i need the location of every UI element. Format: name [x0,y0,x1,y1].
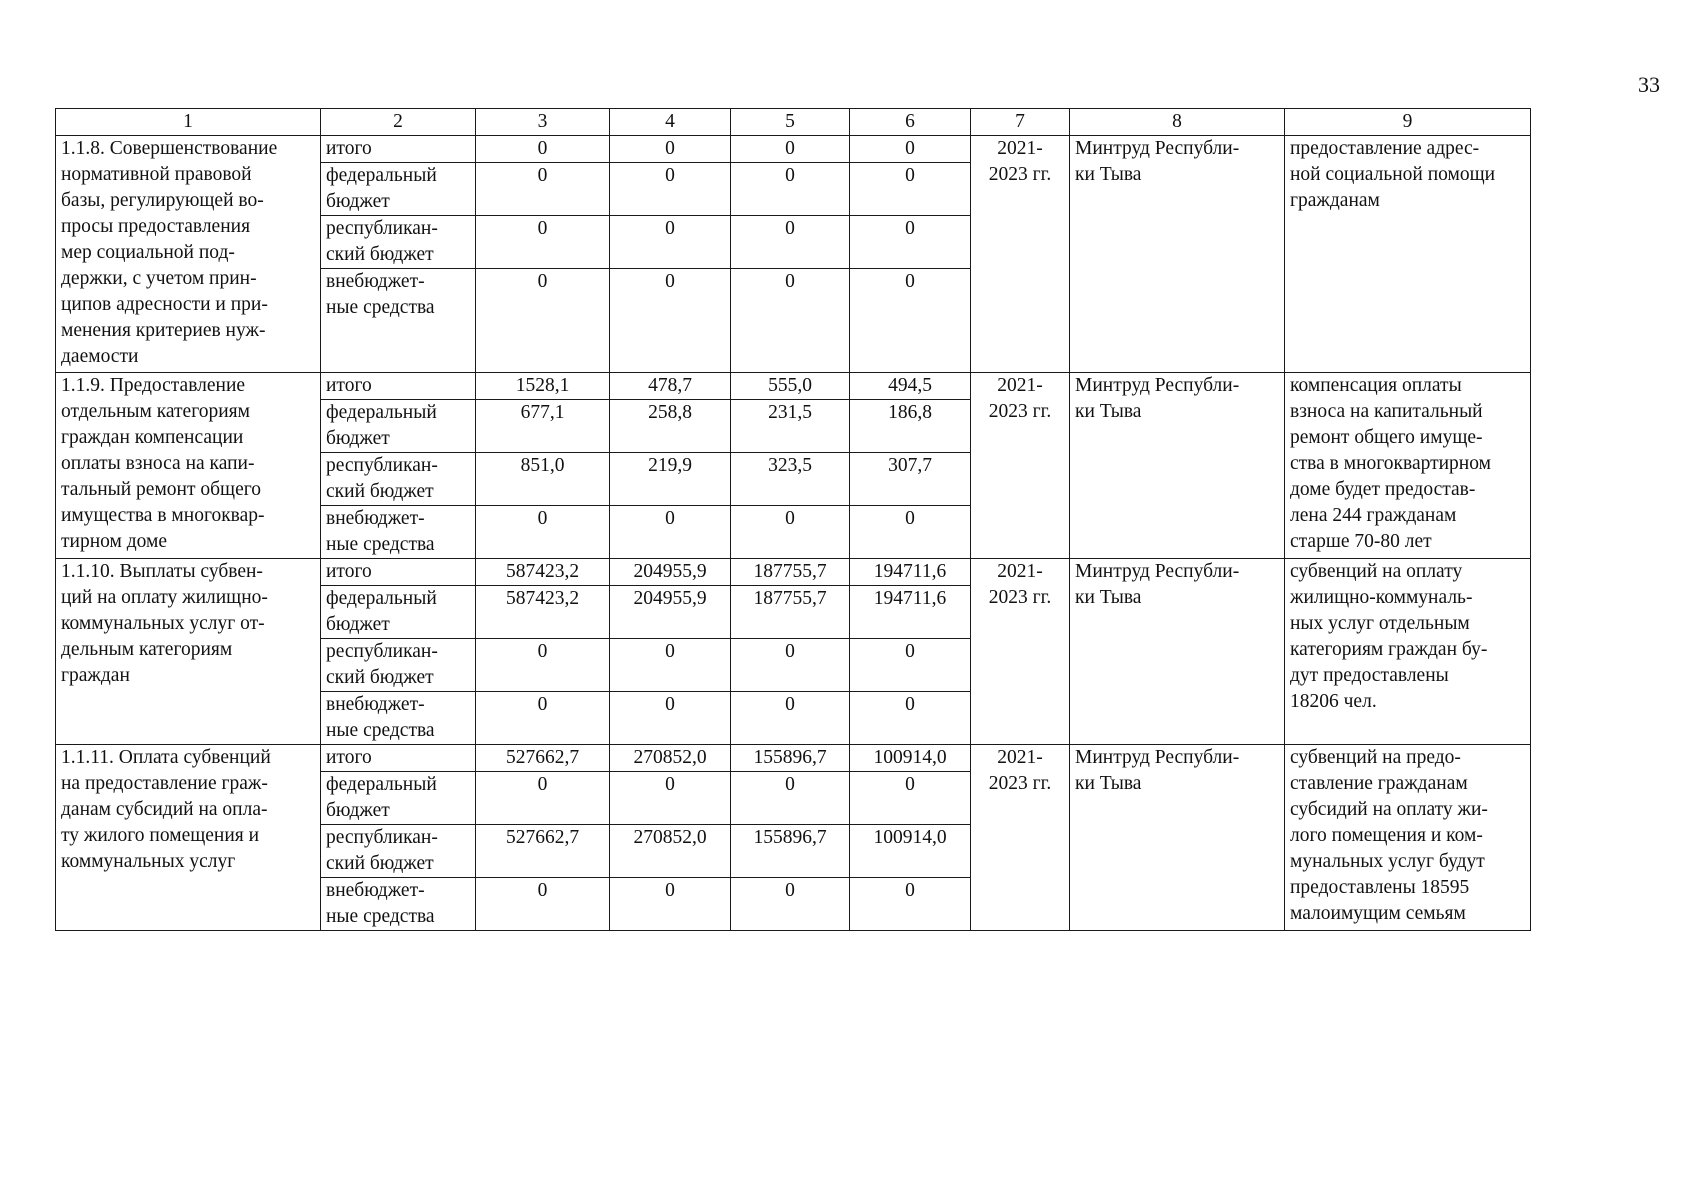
amount-cell: 187755,7 [731,586,850,639]
amount-cell: 0 [731,772,850,825]
funding-source: внебюджет- ные средства [321,506,476,559]
column-number-9: 9 [1285,109,1531,136]
measure-description: 1.1.10. Выплаты субвен- ций на оплату жилищно- коммунальных услуг от- дельным категориям граждан [56,559,321,745]
amount-cell: 0 [731,136,850,163]
table-row [56,136,1531,163]
funding-source: внебюджет- ные средства [321,269,476,373]
funding-source: итого [321,559,476,586]
funding-source: республикан- ский бюджет [321,216,476,269]
column-number-6: 6 [850,109,971,136]
funding-source: федеральный бюджет [321,163,476,216]
amount-cell: 0 [850,136,971,163]
column-number-2: 2 [321,109,476,136]
amount-cell: 0 [610,878,731,931]
funding-source: федеральный бюджет [321,400,476,453]
amount-cell: 204955,9 [610,559,731,586]
measure-description: 1.1.8. Совершенствование нормативной правовой базы, регулирующей во- просы предоставления мер социальной под- держки, с учетом прин- ципов адресности и при- менения критериев нуж- даемости [56,136,321,373]
amount-cell: 219,9 [610,453,731,506]
amount-cell: 0 [850,269,971,373]
column-number-5: 5 [731,109,850,136]
amount-cell: 194711,6 [850,586,971,639]
amount-cell: 0 [476,639,610,692]
responsible-executor: Минтруд Республи- ки Тыва [1070,136,1285,373]
funding-source: итого [321,745,476,772]
amount-cell: 204955,9 [610,586,731,639]
amount-cell: 0 [476,692,610,745]
amount-cell: 677,1 [476,400,610,453]
implementation-period: 2021- 2023 гг. [971,373,1070,559]
expected-result: субвенций на оплату жилищно-коммуналь- ных услуг отдельным категориям граждан бу- дут предоставлены 18206 чел. [1285,559,1531,745]
amount-cell: 851,0 [476,453,610,506]
amount-cell: 0 [476,506,610,559]
amount-cell: 186,8 [850,400,971,453]
amount-cell: 0 [731,506,850,559]
amount-cell: 0 [610,506,731,559]
amount-cell: 527662,7 [476,745,610,772]
funding-source: внебюджет- ные средства [321,878,476,931]
amount-cell: 0 [476,269,610,373]
amount-cell: 0 [731,878,850,931]
amount-cell: 270852,0 [610,825,731,878]
funding-source: итого [321,136,476,163]
amount-cell: 0 [476,163,610,216]
program-measures-table [55,108,1531,931]
page-number: 33 [1638,72,1660,97]
amount-cell: 231,5 [731,400,850,453]
amount-cell: 0 [731,269,850,373]
expected-result: субвенций на предо- ставление гражданам субсидий на оплату жи- лого помещения и ком- мунальных услуг будут предоставлены 18595 малоимущим семьям [1285,745,1531,931]
amount-cell: 155896,7 [731,825,850,878]
header-row [56,109,1531,136]
funding-source: республикан- ский бюджет [321,453,476,506]
table-row [56,745,1531,772]
funding-source: федеральный бюджет [321,772,476,825]
amount-cell: 1528,1 [476,373,610,400]
amount-cell: 478,7 [610,373,731,400]
implementation-period: 2021- 2023 гг. [971,745,1070,931]
amount-cell: 0 [610,136,731,163]
funding-source: республикан- ский бюджет [321,825,476,878]
column-number-3: 3 [476,109,610,136]
responsible-executor: Минтруд Республи- ки Тыва [1070,745,1285,931]
amount-cell: 0 [610,216,731,269]
funding-source: внебюджет- ные средства [321,692,476,745]
amount-cell: 323,5 [731,453,850,506]
responsible-executor: Минтруд Республи- ки Тыва [1070,373,1285,559]
amount-cell: 527662,7 [476,825,610,878]
amount-cell: 0 [476,772,610,825]
amount-cell: 0 [850,216,971,269]
column-number-1: 1 [56,109,321,136]
amount-cell: 155896,7 [731,745,850,772]
amount-cell: 0 [610,269,731,373]
amount-cell: 270852,0 [610,745,731,772]
amount-cell: 0 [731,692,850,745]
amount-cell: 258,8 [610,400,731,453]
amount-cell: 0 [610,163,731,216]
funding-source: федеральный бюджет [321,586,476,639]
amount-cell: 587423,2 [476,559,610,586]
measure-description: 1.1.9. Предоставление отдельным категориям граждан компенсации оплаты взноса на капи- тальный ремонт общего имущества в многоквар- тирном доме [56,373,321,559]
implementation-period: 2021- 2023 гг. [971,559,1070,745]
amount-cell: 0 [476,216,610,269]
amount-cell: 0 [610,772,731,825]
amount-cell: 0 [850,878,971,931]
amount-cell: 0 [476,878,610,931]
amount-cell: 0 [731,163,850,216]
amount-cell: 0 [850,639,971,692]
funding-source: итого [321,373,476,400]
amount-cell: 0 [476,136,610,163]
funding-source: республикан- ский бюджет [321,639,476,692]
amount-cell: 587423,2 [476,586,610,639]
table-row [56,373,1531,400]
amount-cell: 0 [610,639,731,692]
amount-cell: 194711,6 [850,559,971,586]
amount-cell: 0 [850,163,971,216]
amount-cell: 100914,0 [850,745,971,772]
amount-cell: 0 [731,216,850,269]
amount-cell: 0 [850,506,971,559]
column-number-4: 4 [610,109,731,136]
expected-result: предоставление адрес- ной социальной помощи гражданам [1285,136,1531,373]
amount-cell: 0 [850,692,971,745]
amount-cell: 100914,0 [850,825,971,878]
implementation-period: 2021- 2023 гг. [971,136,1070,373]
table-body [56,109,1531,931]
amount-cell: 0 [610,692,731,745]
expected-result: компенсация оплаты взноса на капитальный ремонт общего имуще- ства в многоквартирном доме будет предостав- лена 244 гражданам старше 70-80 лет [1285,373,1531,559]
responsible-executor: Минтруд Республи- ки Тыва [1070,559,1285,745]
column-number-8: 8 [1070,109,1285,136]
table-row [56,559,1531,586]
amount-cell: 307,7 [850,453,971,506]
amount-cell: 0 [731,639,850,692]
amount-cell: 494,5 [850,373,971,400]
amount-cell: 187755,7 [731,559,850,586]
measure-description: 1.1.11. Оплата субвенций на предоставление граж- данам субсидий на опла- ту жилого помещения и коммунальных услуг [56,745,321,931]
amount-cell: 0 [850,772,971,825]
amount-cell: 555,0 [731,373,850,400]
column-number-7: 7 [971,109,1070,136]
